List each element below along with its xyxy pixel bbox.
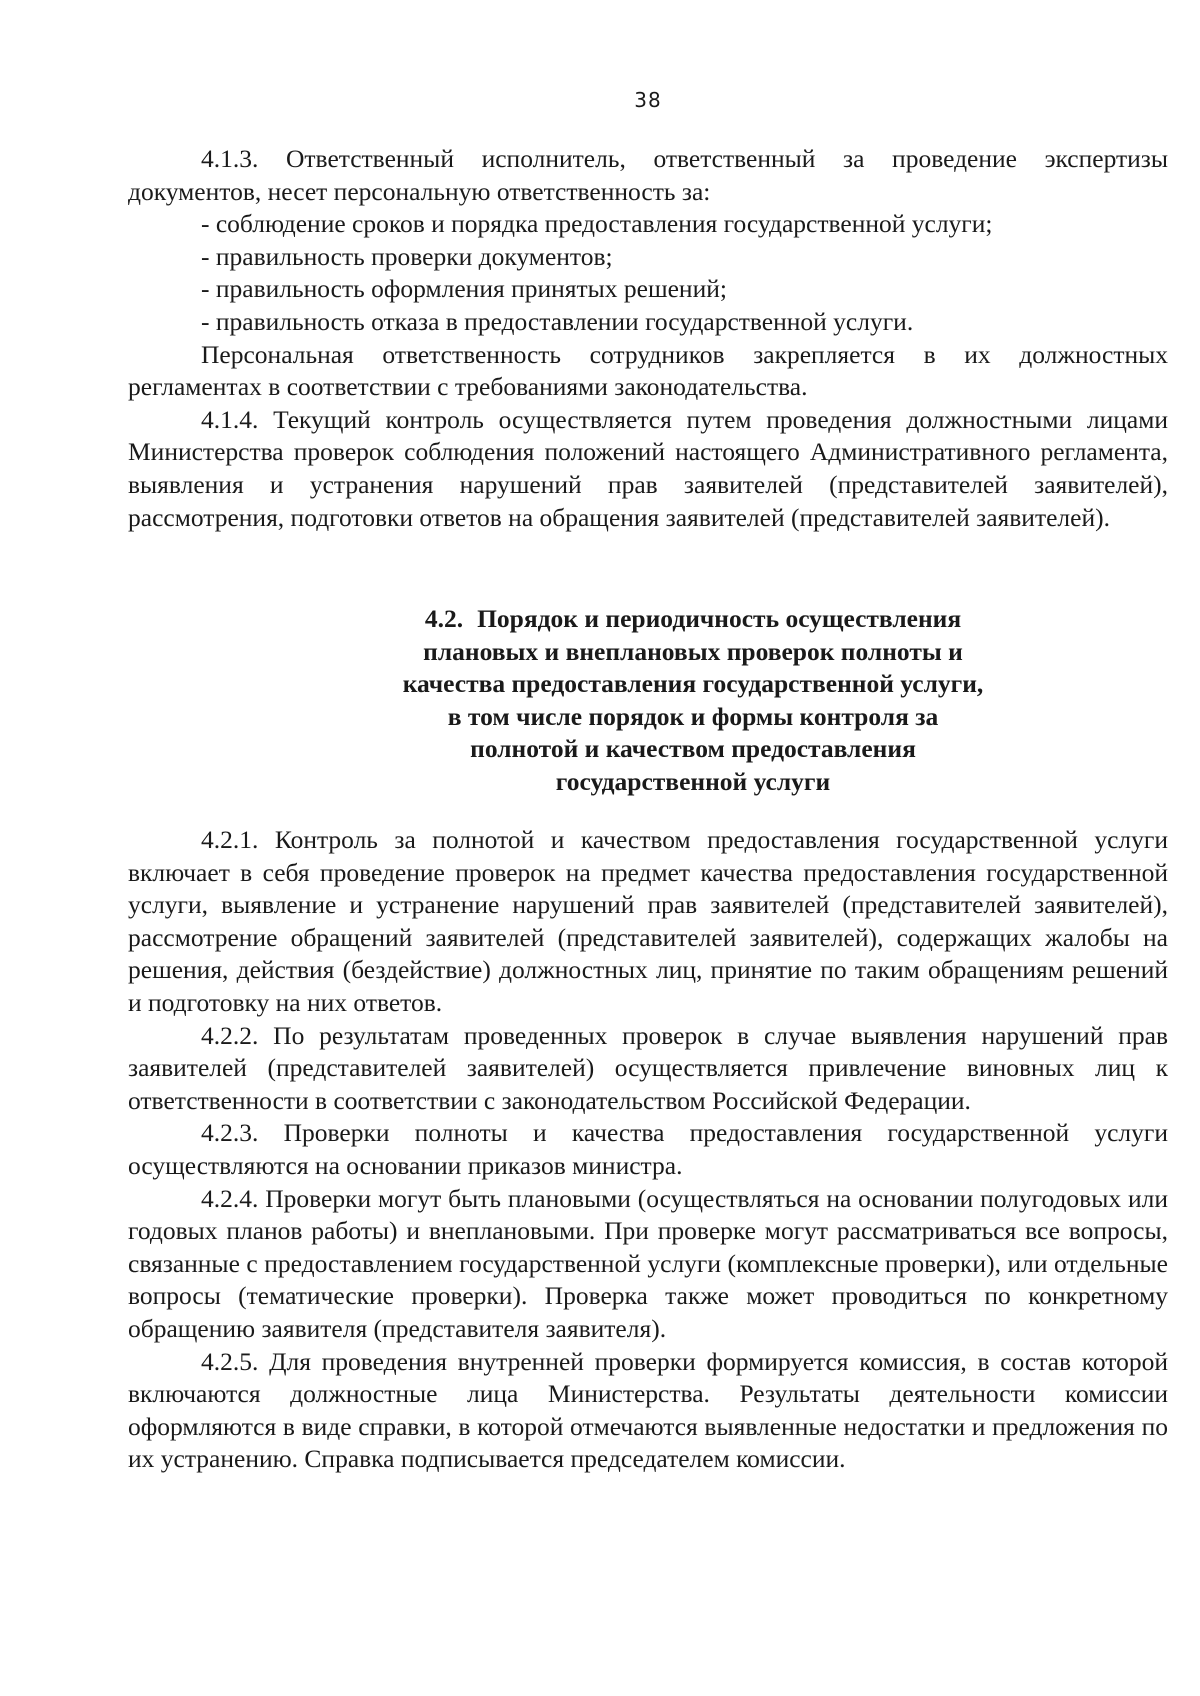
paragraph-4-2-5: 4.2.5. Для проведения внутренней проверки формируется комиссия, в состав которой включаются должностные лица Министерства. Результаты деятельности комиссии оформляются в виде справки, в которой отмечаются выявленные недостатки и предложения по их устранению. Справка подписывается председателем комиссии. bbox=[128, 1346, 1168, 1474]
section-4-2-body bbox=[128, 824, 1168, 1476]
page-number: 38 bbox=[634, 88, 662, 112]
paragraph-4-1-3-intro: 4.1.3. Ответственный исполнитель, ответственный за проведение экспертизы документов, несет персональную ответственность за: bbox=[128, 144, 1168, 206]
paragraph-4-2-2: 4.2.2. По результатам проведенных проверок в случае выявления нарушений прав заявителей (представителей заявителей) осуществляется привлечение виновных лиц к ответственности в соответствии с законодательством Российской Федерации. bbox=[128, 1020, 1168, 1115]
heading-line: качества предоставления государственной услуги, bbox=[402, 669, 984, 699]
heading-line: государственной услуги bbox=[555, 766, 831, 796]
list-item: - правильность проверки документов; bbox=[201, 241, 613, 271]
paragraph-4-2-4: 4.2.4. Проверки могут быть плановыми (осуществляться на основании полугодовых или годовых планов работы) и внеплановыми. При проверке могут рассматриваться все вопросы, связанные с предоставлением государственной услуги (комплексные проверки), или отдельные вопросы (тематические проверки). Проверка также может проводиться по конкретному обращению заявителя (представителя заявителя). bbox=[128, 1183, 1168, 1343]
paragraph-4-2-1: 4.2.1. Контроль за полнотой и качеством предоставления государственной услуги включает в себя проведение проверок на предмет качества предоставления государственной услуги, выявление и устранение нарушений прав заявителей (представителей заявителей), рассмотрение обращений заявителей (представителей заявителей), содержащих жалобы на решения, действия (бездействие) должностных лиц, принятие по таким обращениям решений и подготовку на них ответов. bbox=[128, 825, 1168, 1017]
paragraph-personal-responsibility: Персональная ответственность сотрудников закрепляется в их должностных регламентах в соответствии с требованиями законодательства. bbox=[128, 339, 1168, 402]
heading-line: в том числе порядок и формы контроля за bbox=[447, 701, 939, 731]
heading-line: полнотой и качеством предоставления bbox=[470, 734, 916, 764]
heading-line: 4.2. Порядок и периодичность осуществления bbox=[424, 604, 962, 633]
list-item: - правильность отказа в предоставлении государственной услуги. bbox=[201, 306, 914, 336]
section-4-2-heading bbox=[348, 603, 1038, 799]
list-item: - соблюдение сроков и порядка предоставления государственной услуги; bbox=[201, 209, 993, 239]
paragraph-4-1-4: 4.1.4. Текущий контроль осуществляется путем проведения должностными лицами Министерства проверок соблюдения положений настоящего Административного регламента, выявления и устранения нарушений прав заявителей (представителей заявителей), рассмотрения, подготовки ответов на обращения заявителей (представителей заявителей). bbox=[128, 404, 1168, 532]
list-item: - правильность оформления принятых решений; bbox=[201, 274, 727, 304]
paragraph-4-2-3: 4.2.3. Проверки полноты и качества предоставления государственной услуги осуществляются на основании приказов министра. bbox=[128, 1118, 1168, 1180]
section-4-1-continuation bbox=[128, 143, 1168, 534]
heading-line: плановых и внеплановых проверок полноты и bbox=[423, 636, 963, 666]
section-number: 4.2. bbox=[424, 604, 464, 633]
